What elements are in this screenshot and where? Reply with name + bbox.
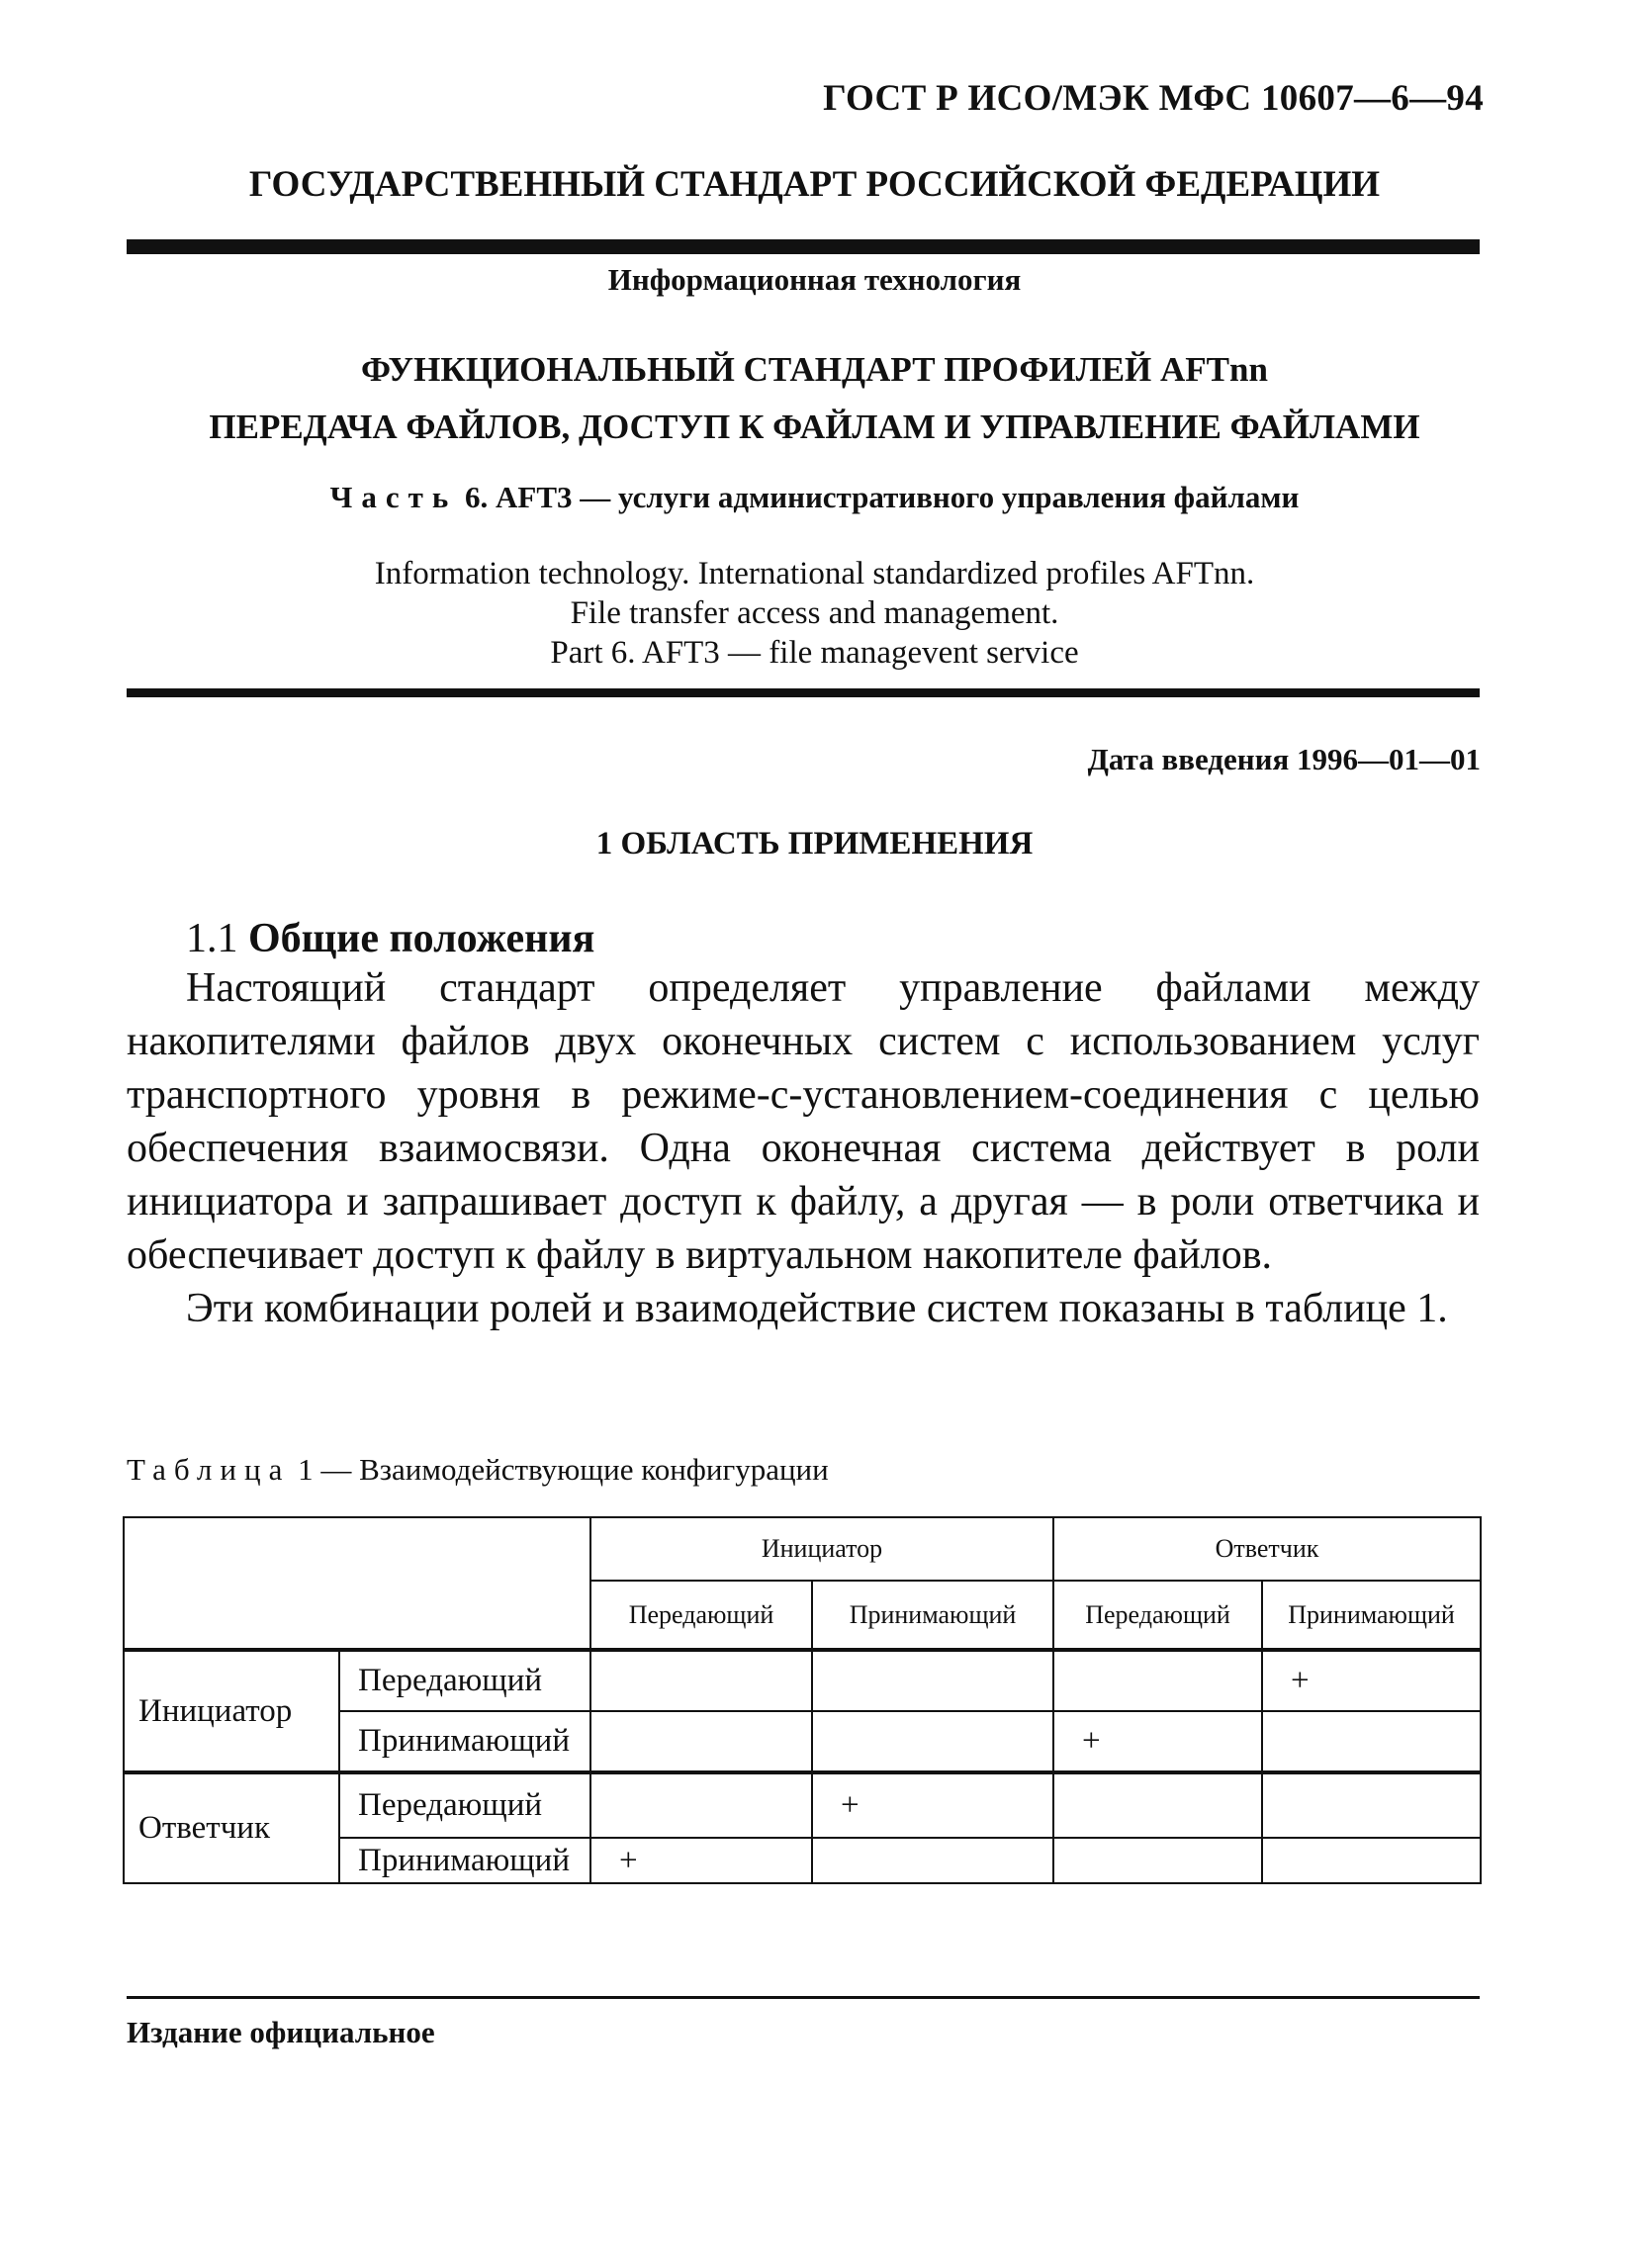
- footer-rule: [127, 1996, 1480, 1999]
- table-cell: [590, 1772, 812, 1838]
- table-cell: [1262, 1838, 1481, 1883]
- table-cell: +: [1053, 1711, 1262, 1772]
- header-responder: Ответчик: [1053, 1517, 1481, 1581]
- official-edition-note: Издание официальное: [127, 2015, 435, 2049]
- paragraph-2: Эти комбинации ролей и взаимодействие систем показаны в таблице 1.: [186, 1286, 1448, 1331]
- document-code: ГОСТ Р ИСО/МЭК МФС 10607—6—94: [823, 78, 1484, 119]
- english-title-line-3: Part 6. AFT3 — file managevent service: [550, 635, 1079, 671]
- table-cell: [812, 1711, 1053, 1772]
- table-cell: [590, 1650, 812, 1711]
- part-title: [0, 480, 1629, 515]
- table-cell: [1262, 1711, 1481, 1772]
- table-cell: +: [812, 1772, 1053, 1838]
- part-word: Часть: [329, 480, 458, 514]
- table-cell: +: [590, 1838, 812, 1883]
- english-title-line-1: Information technology. International standardized profiles AFTnn.: [374, 556, 1255, 591]
- section-title: 1 ОБЛАСТЬ ПРИМЕНЕНИЯ: [595, 826, 1034, 862]
- english-title-line-2: File transfer access and management.: [570, 595, 1059, 631]
- paragraph-1: Настоящий стандарт определяет управление файлами между накопителями файлов двух оконечных систем с использованием услуг транспортного уровня в режиме-с-установлением-соединения с целью обеспечения взаимосвязи. Одна оконечная система действует в роли инициатора и запрашивает доступ к файлу, а другая — в роли ответчика и обеспечивает доступ к файлу в виртуальном накопителе файлов.: [127, 965, 1480, 1278]
- medium-rule: [127, 688, 1480, 697]
- table-cell: +: [1262, 1650, 1481, 1711]
- table-row: [124, 1772, 1481, 1838]
- row-role: Принимающий: [339, 1838, 590, 1883]
- subsection-number: 1.1: [186, 916, 238, 961]
- row-group-initiator: Инициатор: [124, 1650, 339, 1772]
- table-cell: [1053, 1838, 1262, 1883]
- row-group-responder: Ответчик: [124, 1772, 339, 1883]
- english-title: [0, 554, 1629, 673]
- table-cell: [590, 1711, 812, 1772]
- configurations-table: [123, 1516, 1482, 1884]
- header-initiator-receiving: Принимающий: [812, 1581, 1053, 1650]
- thick-rule: [127, 239, 1480, 254]
- header-responder-sending: Передающий: [1053, 1581, 1262, 1650]
- main-title-line-2: ПЕРЕДАЧА ФАЙЛОВ, ДОСТУП К ФАЙЛАМ И УПРАВЛЕНИЕ ФАЙЛАМИ: [209, 408, 1420, 446]
- table-caption-word: Таблица: [127, 1452, 291, 1487]
- table-cell: [812, 1838, 1053, 1883]
- info-tech-heading: Информационная технология: [607, 262, 1022, 297]
- state-standard-heading: ГОСУДАРСТВЕННЫЙ СТАНДАРТ РОССИЙСКОЙ ФЕДЕРАЦИИ: [248, 164, 1381, 205]
- row-role: Передающий: [339, 1772, 590, 1838]
- table-cell: [1262, 1772, 1481, 1838]
- main-title-line-1: ФУНКЦИОНАЛЬНЫЙ СТАНДАРТ ПРОФИЛЕЙ AFTnn: [361, 350, 1268, 389]
- table-corner-cell: [124, 1517, 590, 1650]
- table-row: [124, 1650, 1481, 1711]
- row-role: Передающий: [339, 1650, 590, 1711]
- subsection-heading: [186, 915, 594, 962]
- part-rest: 6. AFT3 — услуги административного управления файлами: [465, 480, 1300, 514]
- introduction-date: Дата введения 1996—01—01: [1087, 742, 1481, 776]
- table-cell: [812, 1650, 1053, 1711]
- header-responder-receiving: Принимающий: [1262, 1581, 1481, 1650]
- main-title: [0, 341, 1629, 456]
- header-initiator: Инициатор: [590, 1517, 1053, 1581]
- table-caption: [127, 1452, 829, 1488]
- table-cell: [1053, 1772, 1262, 1838]
- subsection-title: Общие положения: [248, 916, 595, 961]
- body-text: [127, 961, 1480, 1335]
- table-header-row-1: [124, 1517, 1481, 1581]
- table-caption-rest: 1 — Взаимодействующие конфигурации: [290, 1452, 829, 1487]
- header-initiator-sending: Передающий: [590, 1581, 812, 1650]
- table-cell: [1053, 1650, 1262, 1711]
- row-role: Принимающий: [339, 1711, 590, 1772]
